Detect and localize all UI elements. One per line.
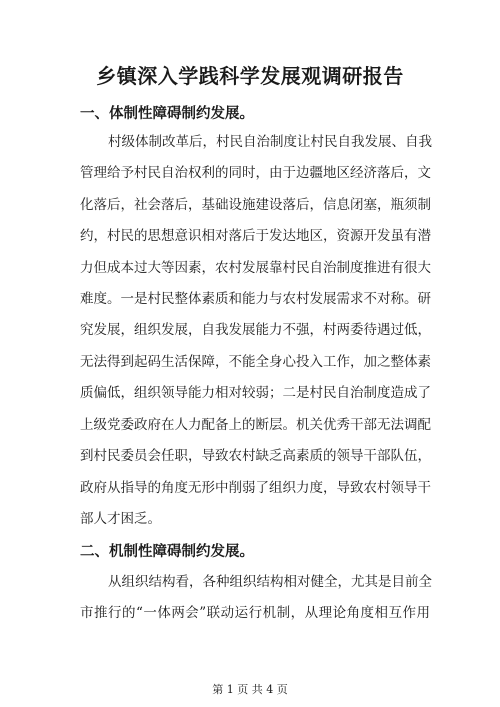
- paragraph-line: 管理给予村民自治权利的同时，由于边疆地区经济落后，文: [80, 165, 431, 181]
- paragraph-line: 难度。一是村民整体素质和能力与农村发展需求不对称。研: [80, 291, 431, 307]
- paragraph-line: 上级党委政府在人力配备上的断层。机关优秀干部无法调配: [80, 417, 431, 433]
- paragraph-line: 部人才困乏。: [80, 511, 161, 527]
- paragraph-line: 到村民委员会任职，导致农村缺乏高素质的领导干部队伍，: [80, 448, 431, 464]
- section-heading-2: 二、机制性障碍制约发展。: [80, 544, 254, 560]
- paragraph-line: 质偏低，组织领导能力相对较弱；二是村民自治制度造成了: [80, 385, 431, 401]
- paragraph-line: 究发展，组织发展，自我发展能力不强，村两委待遇过低，: [80, 322, 431, 338]
- paragraph-line: 无法得到起码生活保障，不能全身心投入工作，加之整体素: [80, 354, 431, 370]
- paragraph-line: 约，村民的思想意识相对落后于发达地区，资源开发虽有潜: [80, 228, 431, 244]
- paragraph-line: 从组织结构看，各种组织结构相对健全，尤其是目前全: [108, 574, 432, 590]
- page-footer: 第 1 页 共 4 页: [212, 683, 288, 696]
- paragraph-line: 力但成本过大等因素，农村发展靠村民自治制度推进有很大: [80, 260, 431, 276]
- paragraph-line: 市推行的“一体两会”联动运行机制，从理论角度相互作用: [80, 605, 430, 621]
- paragraph-line: 政府从指导的角度无形中削弱了组织力度，导致农村领导干: [80, 480, 431, 496]
- document-title: 乡镇深入学践科学发展观调研报告: [96, 64, 404, 88]
- section-heading-1: 一、体制性障碍制约发展。: [80, 106, 254, 122]
- paragraph-line: 化落后，社会落后，基础设施建设落后，信息闭塞，瓶须制: [80, 197, 431, 213]
- paragraph-line: 村级体制改革后，村民自治制度让村民自我发展、自我: [108, 134, 432, 150]
